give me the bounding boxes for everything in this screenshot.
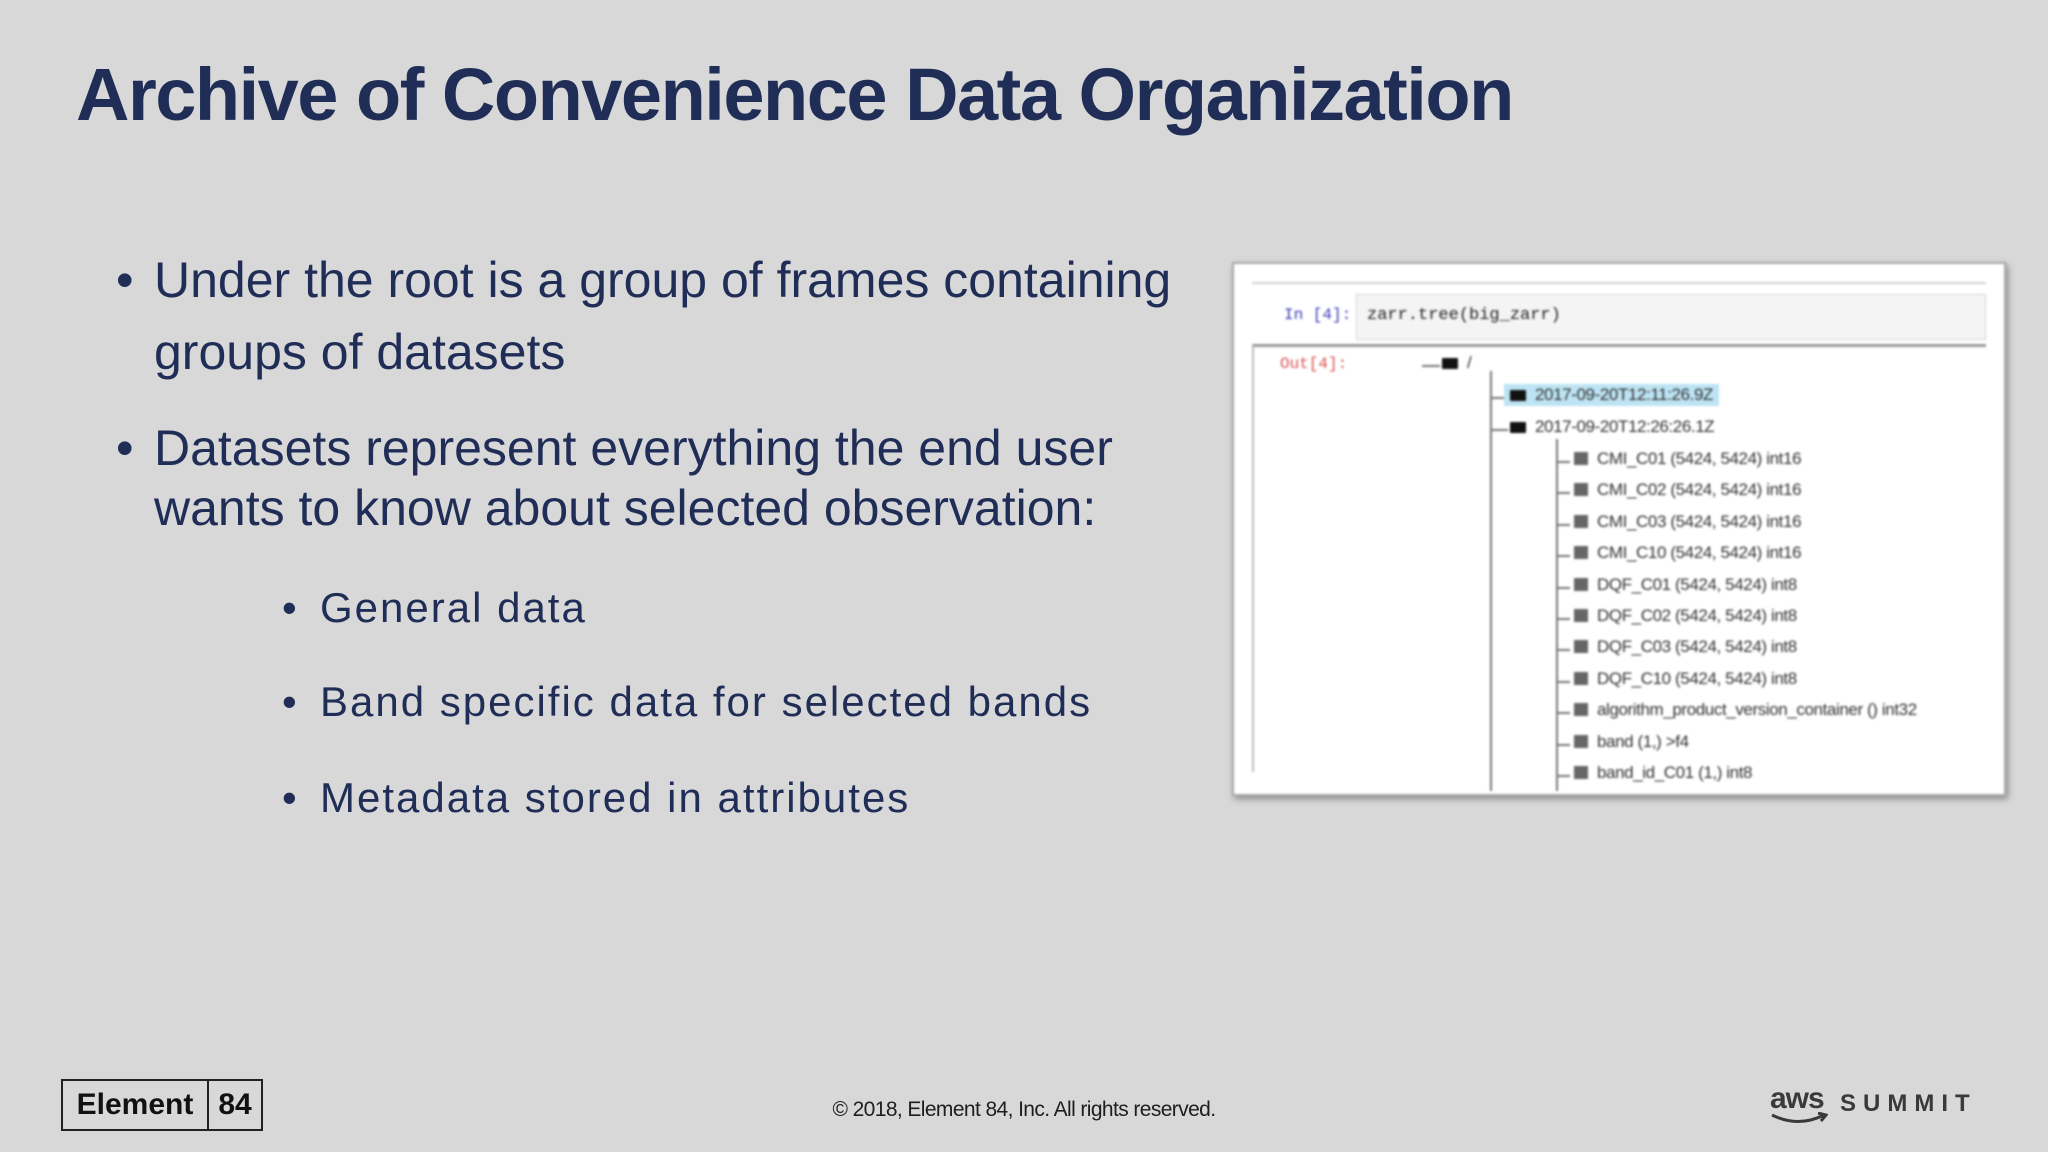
dataset-label: CMI_C01 (5424, 5424) int16 <box>1597 449 1802 468</box>
tree-connector <box>1556 681 1570 683</box>
sub-bullet-item <box>282 774 910 822</box>
bullet-dot: • <box>282 678 299 725</box>
sub-bullet-item <box>282 584 587 632</box>
bullet-item <box>116 418 1196 538</box>
tree-connector <box>1556 524 1570 526</box>
tree-dataset[interactable] <box>1574 575 1797 595</box>
tree-connector <box>1490 429 1508 431</box>
copyright-text: © 2018, Element 84, Inc. All rights reserved. <box>832 1098 1216 1121</box>
in-prompt: In [4]: <box>1284 306 1352 324</box>
bullet-item <box>116 244 1196 388</box>
tree-connector <box>1556 775 1570 777</box>
dataset-icon <box>1574 546 1588 559</box>
dataset-label: band (1,) >f4 <box>1597 731 1689 751</box>
dataset-label: CMI_C03 (5424, 5424) int16 <box>1597 511 1802 531</box>
tree-dataset[interactable] <box>1574 669 1797 689</box>
tree-dataset[interactable] <box>1574 637 1797 657</box>
dataset-icon <box>1574 672 1588 685</box>
bullet-text: Datasets represent everything the end user wants to know about selected observation: <box>154 420 1113 536</box>
bullet-list <box>116 244 1196 568</box>
tree-connector <box>1556 618 1570 620</box>
folder-icon <box>1442 358 1458 369</box>
tree-dataset[interactable] <box>1574 449 1801 469</box>
dataset-label: DQF_C03 (5424, 5424) int8 <box>1597 637 1797 657</box>
out-prompt: Out[4]: <box>1280 355 1348 373</box>
folder-icon <box>1510 422 1526 433</box>
tree-connector <box>1490 371 1492 791</box>
tree-connector <box>1556 649 1570 651</box>
tree-connector <box>1556 712 1570 714</box>
bullet-dot: • <box>282 584 299 631</box>
dataset-label: DQF_C10 (5424, 5424) int8 <box>1597 668 1797 688</box>
tree-connector <box>1556 587 1570 589</box>
tree-connector <box>1556 744 1570 746</box>
dataset-icon <box>1574 483 1588 496</box>
tree-dataset[interactable] <box>1574 512 1801 532</box>
dataset-icon <box>1574 735 1588 748</box>
dataset-icon <box>1574 609 1588 622</box>
tree-dataset[interactable] <box>1574 543 1801 563</box>
dataset-label: band_id_C01 (1,) int8 <box>1597 763 1753 782</box>
summit-label: SUMMIT <box>1840 1090 1977 1117</box>
tree-dataset[interactable] <box>1574 732 1689 752</box>
sub-bullet-text: Band specific data for selected bands <box>320 678 1093 725</box>
tree-dataset[interactable] <box>1574 700 1917 720</box>
dataset-label: algorithm_product_version_container () int32 <box>1597 700 1917 720</box>
sub-bullet-text: General data <box>320 584 587 631</box>
tree-connector <box>1556 461 1570 463</box>
tree-connector <box>1422 365 1440 367</box>
tree-group[interactable]: 2017-09-20T12:11:26.9Z <box>1504 384 1719 406</box>
input-cell <box>1252 282 1986 340</box>
bullet-dot: • <box>282 774 299 821</box>
code-input-box <box>1356 294 1986 340</box>
sub-bullet-text: Metadata stored in attributes <box>320 774 911 821</box>
slide-title: Archive of Convenience Data Organization <box>76 53 1513 136</box>
logo-text: Element <box>63 1081 209 1129</box>
output-area <box>1252 344 1986 782</box>
tree-connector <box>1556 555 1570 557</box>
bullet-text: Under the root is a group of frames containing groups of datasets <box>154 252 1172 380</box>
dataset-label: DQF_C01 (5424, 5424) int8 <box>1597 574 1797 594</box>
logo-number: 84 <box>218 1088 252 1121</box>
dataset-icon <box>1574 515 1588 528</box>
dataset-icon <box>1574 452 1588 465</box>
tree-dataset[interactable] <box>1574 606 1797 626</box>
dataset-label: CMI_C02 (5424, 5424) int16 <box>1597 480 1802 500</box>
folder-icon <box>1510 390 1526 401</box>
tree-connector <box>1556 492 1570 494</box>
dataset-icon <box>1574 640 1588 653</box>
tree-dataset[interactable] <box>1574 480 1801 500</box>
dataset-icon <box>1574 703 1588 716</box>
tree-dataset[interactable] <box>1574 763 1752 783</box>
dataset-label: CMI_C10 (5424, 5424) int16 <box>1597 543 1802 563</box>
aws-logo: aws <box>1770 1082 1824 1115</box>
bullet-dot: • <box>116 420 134 476</box>
dataset-icon <box>1574 766 1588 779</box>
dataset-icon <box>1574 578 1588 591</box>
aws-smile-icon <box>1770 1112 1828 1126</box>
tree-group[interactable]: 2017-09-20T12:26:26.1Z <box>1510 417 1714 437</box>
notebook-screenshot <box>1232 262 2006 796</box>
tree-root: / <box>1442 353 1471 373</box>
sub-bullet-item <box>282 678 1092 726</box>
dataset-label: DQF_C02 (5424, 5424) int8 <box>1597 606 1797 625</box>
notebook-cell <box>1252 282 1986 782</box>
bullet-dot: • <box>116 252 134 308</box>
code-text: zarr.tree(big_zarr) <box>1367 306 1561 325</box>
